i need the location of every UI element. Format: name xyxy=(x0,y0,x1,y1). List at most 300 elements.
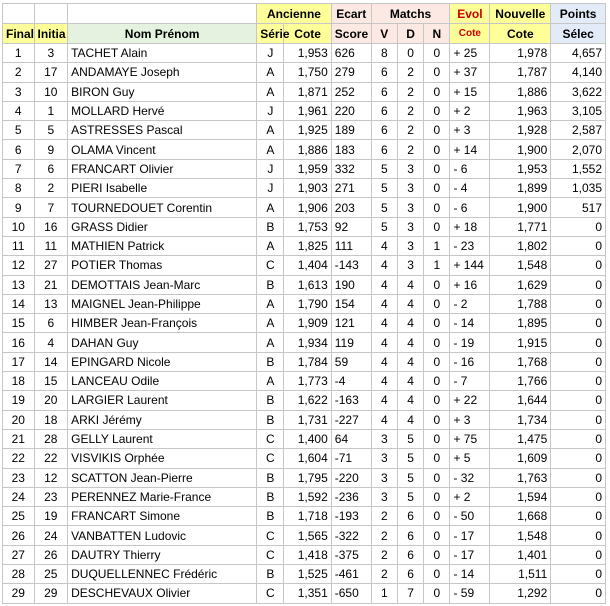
evol-cell: + 2 xyxy=(450,487,490,506)
cote-cell: 1,773 xyxy=(284,372,331,391)
points-cell: 1,552 xyxy=(551,159,606,178)
points-cell: 0 xyxy=(551,526,606,545)
table-row xyxy=(3,121,606,140)
evol-cell: + 16 xyxy=(450,275,490,294)
evol-cell: - 17 xyxy=(450,545,490,564)
serie-cell: A xyxy=(257,121,284,140)
v-cell: 4 xyxy=(371,352,397,371)
serie-cell: J xyxy=(257,101,284,120)
v-cell: 2 xyxy=(371,507,397,526)
n-cell: 0 xyxy=(424,565,450,584)
name-cell: MAIGNEL Jean-Philippe xyxy=(68,294,257,313)
cote-cell: 1,622 xyxy=(284,391,331,410)
n-cell: 0 xyxy=(424,584,450,603)
cote-cell: 1,903 xyxy=(284,179,331,198)
final-cell: 28 xyxy=(3,565,35,584)
header-blank-initial xyxy=(34,4,68,24)
evol-cell: + 14 xyxy=(450,140,490,159)
v-cell: 4 xyxy=(371,333,397,352)
points-cell: 0 xyxy=(551,294,606,313)
serie-cell: C xyxy=(257,545,284,564)
points-cell: 0 xyxy=(551,352,606,371)
n-cell: 1 xyxy=(424,236,450,255)
header-serie: Série xyxy=(257,24,284,44)
final-cell: 26 xyxy=(3,526,35,545)
final-cell: 24 xyxy=(3,487,35,506)
serie-cell: J xyxy=(257,179,284,198)
cote-cell: 1,525 xyxy=(284,565,331,584)
table-row xyxy=(3,429,606,448)
evol-cell: + 3 xyxy=(450,410,490,429)
cote-cell: 1,731 xyxy=(284,410,331,429)
initial-cell: 27 xyxy=(34,256,68,275)
initial-cell: 24 xyxy=(34,526,68,545)
initial-cell: 11 xyxy=(34,236,68,255)
new-cote-cell: 1,963 xyxy=(490,101,551,120)
name-cell: BIRON Guy xyxy=(68,82,257,101)
new-cote-cell: 1,511 xyxy=(490,565,551,584)
final-cell: 29 xyxy=(3,584,35,603)
ecart-cell: -4 xyxy=(331,372,371,391)
cote-cell: 1,871 xyxy=(284,82,331,101)
table-row xyxy=(3,198,606,217)
header-points-selec: Sélec xyxy=(551,24,606,44)
cote-cell: 1,934 xyxy=(284,333,331,352)
cote-cell: 1,961 xyxy=(284,101,331,120)
n-cell: 0 xyxy=(424,487,450,506)
serie-cell: B xyxy=(257,468,284,487)
name-cell: VISVIKIS Orphée xyxy=(68,449,257,468)
final-cell: 12 xyxy=(3,256,35,275)
v-cell: 4 xyxy=(371,256,397,275)
new-cote-cell: 1,734 xyxy=(490,410,551,429)
serie-cell: B xyxy=(257,487,284,506)
table-row xyxy=(3,236,606,255)
final-cell: 19 xyxy=(3,391,35,410)
final-cell: 1 xyxy=(3,44,35,63)
name-cell: HIMBER Jean-François xyxy=(68,314,257,333)
initial-cell: 26 xyxy=(34,545,68,564)
final-cell: 21 xyxy=(3,429,35,448)
v-cell: 2 xyxy=(371,565,397,584)
ecart-cell: -375 xyxy=(331,545,371,564)
table-row xyxy=(3,487,606,506)
table-row xyxy=(3,82,606,101)
evol-cell: - 23 xyxy=(450,236,490,255)
points-cell: 3,622 xyxy=(551,82,606,101)
final-cell: 20 xyxy=(3,410,35,429)
final-cell: 8 xyxy=(3,179,35,198)
table-row xyxy=(3,584,606,603)
points-cell: 0 xyxy=(551,449,606,468)
name-cell: TACHET Alain xyxy=(68,44,257,63)
new-cote-cell: 1,292 xyxy=(490,584,551,603)
initial-cell: 18 xyxy=(34,410,68,429)
name-cell: VANBATTEN Ludovic xyxy=(68,526,257,545)
points-cell: 0 xyxy=(551,468,606,487)
evol-cell: - 16 xyxy=(450,352,490,371)
header-final: Final xyxy=(3,24,35,44)
final-cell: 11 xyxy=(3,236,35,255)
v-cell: 2 xyxy=(371,526,397,545)
evol-cell: + 144 xyxy=(450,256,490,275)
points-cell: 2,587 xyxy=(551,121,606,140)
v-cell: 4 xyxy=(371,372,397,391)
serie-cell: A xyxy=(257,198,284,217)
serie-cell: A xyxy=(257,372,284,391)
initial-cell: 28 xyxy=(34,429,68,448)
new-cote-cell: 1,787 xyxy=(490,63,551,82)
cote-cell: 1,790 xyxy=(284,294,331,313)
table-row xyxy=(3,159,606,178)
v-cell: 6 xyxy=(371,140,397,159)
initial-cell: 29 xyxy=(34,584,68,603)
d-cell: 6 xyxy=(397,526,423,545)
final-cell: 16 xyxy=(3,333,35,352)
d-cell: 3 xyxy=(397,159,423,178)
final-cell: 4 xyxy=(3,101,35,120)
cote-cell: 1,418 xyxy=(284,545,331,564)
points-cell: 3,105 xyxy=(551,101,606,120)
points-cell: 0 xyxy=(551,256,606,275)
v-cell: 3 xyxy=(371,429,397,448)
evol-cell: - 50 xyxy=(450,507,490,526)
initial-cell: 1 xyxy=(34,101,68,120)
d-cell: 6 xyxy=(397,545,423,564)
d-cell: 2 xyxy=(397,101,423,120)
points-cell: 0 xyxy=(551,391,606,410)
n-cell: 0 xyxy=(424,101,450,120)
header-nouvelle: Nouvelle xyxy=(490,4,551,24)
name-cell: ARKI Jérémy xyxy=(68,410,257,429)
v-cell: 1 xyxy=(371,584,397,603)
n-cell: 0 xyxy=(424,314,450,333)
v-cell: 6 xyxy=(371,101,397,120)
cote-cell: 1,909 xyxy=(284,314,331,333)
name-cell: EPINGARD Nicole xyxy=(68,352,257,371)
name-cell: PIERI Isabelle xyxy=(68,179,257,198)
header-matchs: Matchs xyxy=(371,4,450,24)
name-cell: GELLY Laurent xyxy=(68,429,257,448)
n-cell: 0 xyxy=(424,294,450,313)
initial-cell: 22 xyxy=(34,449,68,468)
new-cote-cell: 1,629 xyxy=(490,275,551,294)
points-cell: 0 xyxy=(551,314,606,333)
cote-cell: 1,351 xyxy=(284,584,331,603)
n-cell: 0 xyxy=(424,526,450,545)
final-cell: 22 xyxy=(3,449,35,468)
final-cell: 25 xyxy=(3,507,35,526)
header-n: N xyxy=(424,24,450,44)
ecart-cell: -461 xyxy=(331,565,371,584)
table-row xyxy=(3,140,606,159)
d-cell: 4 xyxy=(397,410,423,429)
new-cote-cell: 1,953 xyxy=(490,159,551,178)
new-cote-cell: 1,768 xyxy=(490,352,551,371)
new-cote-cell: 1,928 xyxy=(490,121,551,140)
v-cell: 4 xyxy=(371,391,397,410)
d-cell: 3 xyxy=(397,256,423,275)
ecart-cell: -322 xyxy=(331,526,371,545)
initial-cell: 6 xyxy=(34,159,68,178)
cote-cell: 1,604 xyxy=(284,449,331,468)
cote-cell: 1,753 xyxy=(284,217,331,236)
header-ecart: Ecart xyxy=(331,4,371,24)
serie-cell: A xyxy=(257,314,284,333)
points-cell: 0 xyxy=(551,333,606,352)
d-cell: 4 xyxy=(397,352,423,371)
final-cell: 9 xyxy=(3,198,35,217)
d-cell: 2 xyxy=(397,140,423,159)
d-cell: 3 xyxy=(397,179,423,198)
final-cell: 13 xyxy=(3,275,35,294)
ecart-cell: 252 xyxy=(331,82,371,101)
table-row xyxy=(3,294,606,313)
initial-cell: 9 xyxy=(34,140,68,159)
final-cell: 3 xyxy=(3,82,35,101)
points-cell: 0 xyxy=(551,565,606,584)
ecart-cell: 64 xyxy=(331,429,371,448)
v-cell: 3 xyxy=(371,487,397,506)
n-cell: 0 xyxy=(424,159,450,178)
final-cell: 23 xyxy=(3,468,35,487)
name-cell: ASTRESSES Pascal xyxy=(68,121,257,140)
v-cell: 6 xyxy=(371,63,397,82)
name-cell: FRANCART Simone xyxy=(68,507,257,526)
points-cell: 0 xyxy=(551,217,606,236)
initial-cell: 21 xyxy=(34,275,68,294)
v-cell: 6 xyxy=(371,121,397,140)
initial-cell: 12 xyxy=(34,468,68,487)
new-cote-cell: 1,788 xyxy=(490,294,551,313)
points-cell: 0 xyxy=(551,410,606,429)
v-cell: 5 xyxy=(371,179,397,198)
d-cell: 6 xyxy=(397,565,423,584)
d-cell: 5 xyxy=(397,468,423,487)
points-cell: 4,657 xyxy=(551,44,606,63)
table-row xyxy=(3,217,606,236)
d-cell: 7 xyxy=(397,584,423,603)
v-cell: 3 xyxy=(371,449,397,468)
ecart-cell: 220 xyxy=(331,101,371,120)
cote-cell: 1,784 xyxy=(284,352,331,371)
points-cell: 0 xyxy=(551,372,606,391)
final-cell: 6 xyxy=(3,140,35,159)
evol-cell: + 18 xyxy=(450,217,490,236)
ecart-cell: -71 xyxy=(331,449,371,468)
header-score: Score xyxy=(331,24,371,44)
ecart-cell: 154 xyxy=(331,294,371,313)
new-cote-cell: 1,594 xyxy=(490,487,551,506)
serie-cell: C xyxy=(257,584,284,603)
table-row xyxy=(3,314,606,333)
final-cell: 2 xyxy=(3,63,35,82)
points-cell: 0 xyxy=(551,487,606,506)
table-row xyxy=(3,410,606,429)
new-cote-cell: 1,548 xyxy=(490,526,551,545)
evol-cell: - 4 xyxy=(450,179,490,198)
v-cell: 8 xyxy=(371,44,397,63)
cote-cell: 1,404 xyxy=(284,256,331,275)
new-cote-cell: 1,644 xyxy=(490,391,551,410)
ecart-cell: 59 xyxy=(331,352,371,371)
points-cell: 517 xyxy=(551,198,606,217)
header-d: D xyxy=(397,24,423,44)
n-cell: 0 xyxy=(424,121,450,140)
table-body xyxy=(3,44,606,604)
evol-cell: - 2 xyxy=(450,294,490,313)
n-cell: 0 xyxy=(424,198,450,217)
name-cell: DAHAN Guy xyxy=(68,333,257,352)
n-cell: 0 xyxy=(424,429,450,448)
n-cell: 0 xyxy=(424,44,450,63)
evol-cell: + 22 xyxy=(450,391,490,410)
d-cell: 2 xyxy=(397,63,423,82)
initial-cell: 19 xyxy=(34,507,68,526)
d-cell: 6 xyxy=(397,507,423,526)
initial-cell: 6 xyxy=(34,314,68,333)
new-cote-cell: 1,899 xyxy=(490,179,551,198)
header-blank-final xyxy=(3,4,35,24)
n-cell: 1 xyxy=(424,256,450,275)
v-cell: 2 xyxy=(371,545,397,564)
d-cell: 0 xyxy=(397,44,423,63)
final-cell: 18 xyxy=(3,372,35,391)
table-row xyxy=(3,526,606,545)
initial-cell: 2 xyxy=(34,179,68,198)
evol-cell: + 15 xyxy=(450,82,490,101)
cote-cell: 1,400 xyxy=(284,429,331,448)
d-cell: 4 xyxy=(397,391,423,410)
header-nom-prenom: Nom Prénom xyxy=(68,24,257,44)
serie-cell: J xyxy=(257,159,284,178)
cote-cell: 1,613 xyxy=(284,275,331,294)
serie-cell: B xyxy=(257,391,284,410)
new-cote-cell: 1,978 xyxy=(490,44,551,63)
new-cote-cell: 1,900 xyxy=(490,140,551,159)
new-cote-cell: 1,915 xyxy=(490,333,551,352)
d-cell: 4 xyxy=(397,275,423,294)
serie-cell: A xyxy=(257,294,284,313)
d-cell: 3 xyxy=(397,217,423,236)
header-evol-cote: Cote xyxy=(450,24,490,44)
evol-cell: - 6 xyxy=(450,198,490,217)
ecart-cell: -193 xyxy=(331,507,371,526)
ecart-cell: 332 xyxy=(331,159,371,178)
header-blank-name xyxy=(68,4,257,24)
d-cell: 3 xyxy=(397,236,423,255)
initial-cell: 17 xyxy=(34,63,68,82)
initial-cell: 7 xyxy=(34,198,68,217)
table-row xyxy=(3,507,606,526)
table-row xyxy=(3,44,606,63)
ecart-cell: 111 xyxy=(331,236,371,255)
serie-cell: A xyxy=(257,82,284,101)
evol-cell: - 59 xyxy=(450,584,490,603)
table-row xyxy=(3,565,606,584)
name-cell: FRANCART Olivier xyxy=(68,159,257,178)
n-cell: 0 xyxy=(424,140,450,159)
serie-cell: B xyxy=(257,410,284,429)
ecart-cell: -143 xyxy=(331,256,371,275)
initial-cell: 4 xyxy=(34,333,68,352)
new-cote-cell: 1,763 xyxy=(490,468,551,487)
new-cote-cell: 1,475 xyxy=(490,429,551,448)
serie-cell: B xyxy=(257,507,284,526)
cote-cell: 1,886 xyxy=(284,140,331,159)
name-cell: TOURNEDOUET Corentin xyxy=(68,198,257,217)
header-cote-old: Cote xyxy=(284,24,331,44)
name-cell: DEMOTTAIS Jean-Marc xyxy=(68,275,257,294)
ecart-cell: -163 xyxy=(331,391,371,410)
v-cell: 4 xyxy=(371,294,397,313)
initial-cell: 16 xyxy=(34,217,68,236)
table-row xyxy=(3,275,606,294)
new-cote-cell: 1,766 xyxy=(490,372,551,391)
initial-cell: 3 xyxy=(34,44,68,63)
n-cell: 0 xyxy=(424,275,450,294)
v-cell: 4 xyxy=(371,275,397,294)
serie-cell: A xyxy=(257,140,284,159)
serie-cell: C xyxy=(257,526,284,545)
points-cell: 0 xyxy=(551,507,606,526)
evol-cell: - 7 xyxy=(450,372,490,391)
cote-cell: 1,925 xyxy=(284,121,331,140)
evol-cell: - 14 xyxy=(450,314,490,333)
d-cell: 5 xyxy=(397,429,423,448)
n-cell: 0 xyxy=(424,545,450,564)
name-cell: DESCHEVAUX Olivier xyxy=(68,584,257,603)
new-cote-cell: 1,771 xyxy=(490,217,551,236)
points-cell: 4,140 xyxy=(551,63,606,82)
table-row xyxy=(3,63,606,82)
points-cell: 0 xyxy=(551,584,606,603)
name-cell: OLAMA Vincent xyxy=(68,140,257,159)
name-cell: POTIER Thomas xyxy=(68,256,257,275)
v-cell: 5 xyxy=(371,159,397,178)
d-cell: 2 xyxy=(397,82,423,101)
initial-cell: 20 xyxy=(34,391,68,410)
ecart-cell: -236 xyxy=(331,487,371,506)
n-cell: 0 xyxy=(424,468,450,487)
cote-cell: 1,953 xyxy=(284,44,331,63)
table-row xyxy=(3,372,606,391)
initial-cell: 14 xyxy=(34,352,68,371)
d-cell: 4 xyxy=(397,294,423,313)
new-cote-cell: 1,900 xyxy=(490,198,551,217)
d-cell: 5 xyxy=(397,449,423,468)
initial-cell: 23 xyxy=(34,487,68,506)
ecart-cell: 203 xyxy=(331,198,371,217)
initial-cell: 13 xyxy=(34,294,68,313)
cote-cell: 1,592 xyxy=(284,487,331,506)
final-cell: 5 xyxy=(3,121,35,140)
serie-cell: B xyxy=(257,565,284,584)
name-cell: MOLLARD Hervé xyxy=(68,101,257,120)
serie-cell: A xyxy=(257,63,284,82)
header-evol: Evol xyxy=(450,4,490,24)
final-cell: 10 xyxy=(3,217,35,236)
n-cell: 0 xyxy=(424,217,450,236)
table-row xyxy=(3,179,606,198)
table-row xyxy=(3,391,606,410)
name-cell: ANDAMAYE Joseph xyxy=(68,63,257,82)
header-points: Points xyxy=(551,4,606,24)
evol-cell: + 37 xyxy=(450,63,490,82)
ecart-cell: -227 xyxy=(331,410,371,429)
initial-cell: 5 xyxy=(34,121,68,140)
ecart-cell: 189 xyxy=(331,121,371,140)
